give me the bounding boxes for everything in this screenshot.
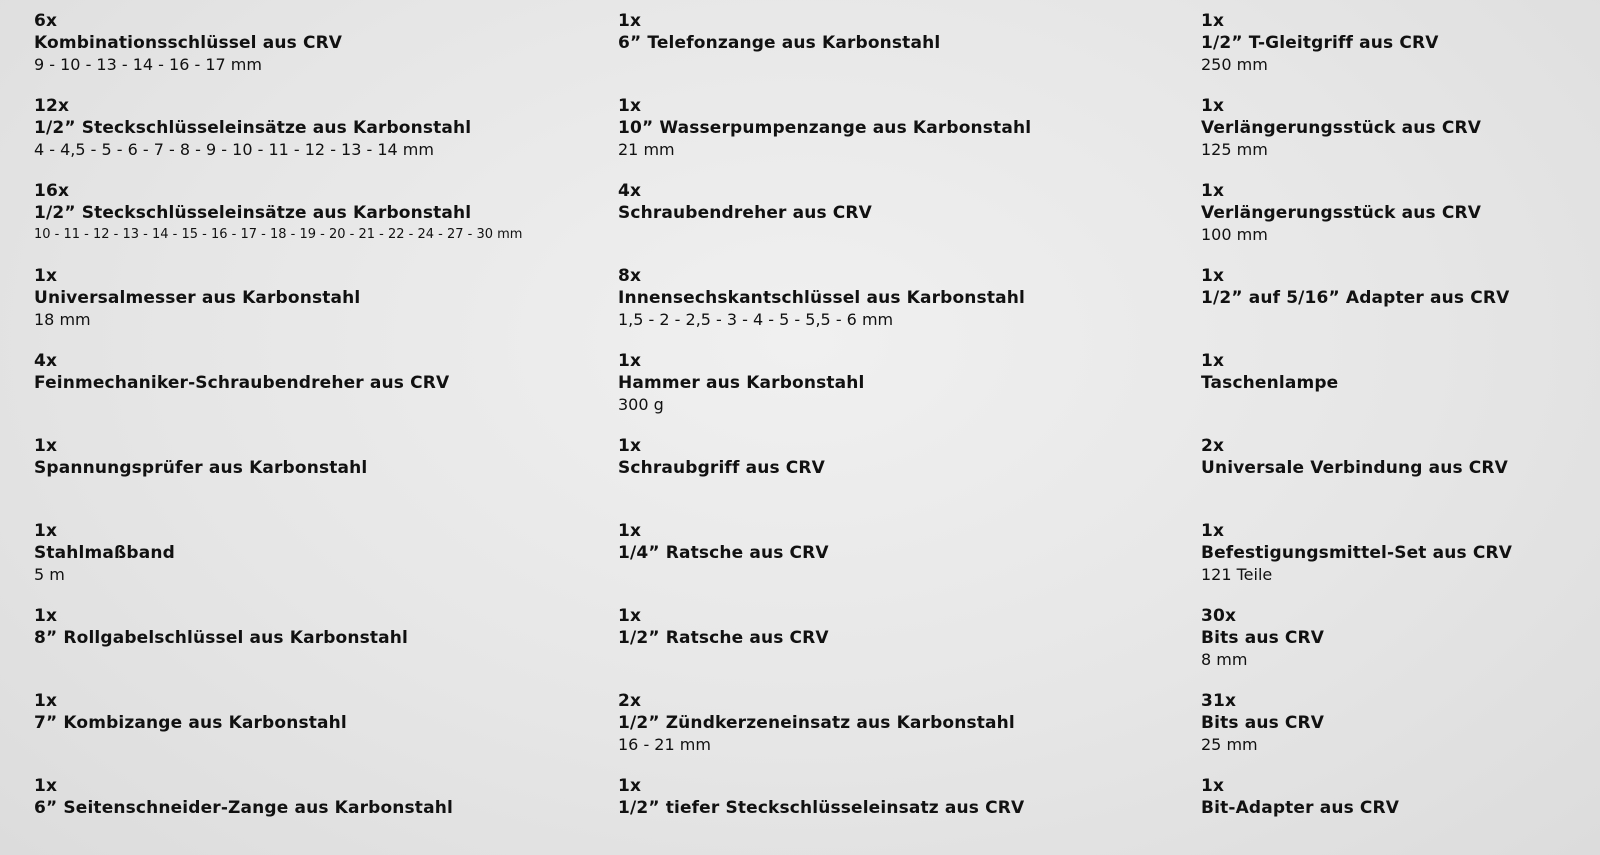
list-item [1201,350,1338,394]
list-item [1201,690,1324,756]
item-quantity: 1x [1201,521,1225,541]
item-spec: 21 mm [618,140,675,159]
item-quantity: 1x [1201,181,1225,201]
list-item [1201,10,1439,76]
list-item [618,520,829,564]
list-item [618,10,940,54]
list-item [1201,180,1481,246]
item-quantity: 2x [1201,436,1225,456]
item-spec: 5 m [34,565,65,584]
list-item [618,775,1024,819]
item-quantity: 1x [34,776,58,796]
item-name: 10” Wasserpumpenzange aus Karbonstahl [618,118,1032,138]
item-name: 1/2” tiefer Steckschlüsseleinsatz aus CRV [618,798,1025,818]
item-spec: 16 - 21 mm [618,735,711,754]
item-spec: 8 mm [1201,650,1248,669]
item-quantity: 8x [618,266,642,286]
item-name: 1/2” auf 5/16” Adapter aus CRV [1201,288,1510,308]
list-item [618,180,872,224]
item-quantity: 31x [1201,691,1237,711]
item-quantity: 4x [34,351,58,371]
list-item [1201,775,1399,819]
list-item [34,180,522,246]
item-quantity: 1x [34,606,58,626]
item-spec: 250 mm [1201,55,1268,74]
item-name: Verlängerungsstück aus CRV [1201,118,1482,138]
item-quantity: 1x [1201,11,1225,31]
list-item [618,95,1031,161]
list-item [34,350,449,394]
list-item [618,435,825,479]
item-name: Taschenlampe [1201,373,1339,393]
item-name: Innensechskantschlüssel aus Karbonstahl [618,288,1025,308]
item-name: 7” Kombizange aus Karbonstahl [34,713,347,733]
item-name: 1/2” Zündkerzeneinsatz aus Karbonstahl [618,713,1015,733]
item-quantity: 1x [34,691,58,711]
item-spec: 300 g [618,395,664,414]
item-name: 1/4” Ratsche aus CRV [618,543,829,563]
item-quantity: 30x [1201,606,1237,626]
item-name: Schraubgriff aus CRV [618,458,825,478]
item-spec: 25 mm [1201,735,1258,754]
list-item [618,605,829,649]
item-quantity: 1x [618,96,642,116]
item-name: Schraubendreher aus CRV [618,203,872,223]
item-quantity: 1x [1201,776,1225,796]
item-spec: 4 - 4,5 - 5 - 6 - 7 - 8 - 9 - 10 - 11 - 12 - 13 - 14 mm [34,140,434,159]
item-quantity: 1x [618,776,642,796]
item-quantity: 1x [34,266,58,286]
list-item [34,690,347,734]
item-quantity: 12x [34,96,70,116]
item-name: 1/2” Ratsche aus CRV [618,628,829,648]
item-quantity: 1x [1201,96,1225,116]
item-spec: 10 - 11 - 12 - 13 - 14 - 15 - 16 - 17 - 18 - 19 - 20 - 21 - 22 - 24 - 27 - 30 mm [34,227,523,242]
item-name: Feinmechaniker-Schraubendreher aus CRV [34,373,450,393]
item-name: Bits aus CRV [1201,628,1325,648]
item-quantity: 16x [34,181,70,201]
item-spec: 100 mm [1201,225,1268,244]
item-spec: 125 mm [1201,140,1268,159]
list-item [1201,95,1481,161]
list-item [1201,435,1508,479]
list-item [1201,520,1512,586]
item-name: 8” Rollgabelschlüssel aus Karbonstahl [34,628,409,648]
item-quantity: 1x [1201,266,1225,286]
list-item [34,10,342,76]
item-name: Universale Verbindung aus CRV [1201,458,1508,478]
list-item [34,605,408,649]
item-quantity: 1x [1201,351,1225,371]
item-quantity: 1x [618,351,642,371]
item-name: 1/2” Steckschlüsseleinsätze aus Karbonstahl [34,203,472,223]
list-item [34,265,360,331]
item-spec: 1,5 - 2 - 2,5 - 3 - 4 - 5 - 5,5 - 6 mm [618,310,894,329]
item-name: 1/2” Steckschlüsseleinsätze aus Karbonstahl [34,118,472,138]
list-item [34,520,175,586]
item-spec: 121 Teile [1201,565,1273,584]
item-quantity: 4x [618,181,642,201]
item-quantity: 1x [34,436,58,456]
item-name: Hammer aus Karbonstahl [618,373,865,393]
item-spec: 18 mm [34,310,91,329]
list-item [618,350,865,416]
item-name: Bit-Adapter aus CRV [1201,798,1400,818]
list-item [1201,265,1509,309]
item-quantity: 2x [618,691,642,711]
item-quantity: 1x [618,436,642,456]
item-name: 1/2” T-Gleitgriff aus CRV [1201,33,1439,53]
item-name: 6” Seitenschneider-Zange aus Karbonstahl [34,798,453,818]
list-item [1201,605,1324,671]
item-quantity: 1x [618,521,642,541]
list-item [34,775,453,819]
item-quantity: 6x [34,11,58,31]
item-name: Spannungsprüfer aus Karbonstahl [34,458,368,478]
item-name: 6” Telefonzange aus Karbonstahl [618,33,941,53]
item-name: Kombinationsschlüssel aus CRV [34,33,343,53]
item-name: Bits aus CRV [1201,713,1325,733]
item-quantity: 1x [34,521,58,541]
list-item [34,95,471,161]
item-spec: 9 - 10 - 13 - 14 - 16 - 17 mm [34,55,262,74]
item-name: Universalmesser aus Karbonstahl [34,288,361,308]
item-name: Verlängerungsstück aus CRV [1201,203,1482,223]
item-quantity: 1x [618,606,642,626]
list-item [618,265,1025,331]
item-quantity: 1x [618,11,642,31]
list-item [618,690,1015,756]
item-name: Befestigungsmittel-Set aus CRV [1201,543,1513,563]
list-item [34,435,367,479]
item-name: Stahlmaßband [34,543,175,563]
